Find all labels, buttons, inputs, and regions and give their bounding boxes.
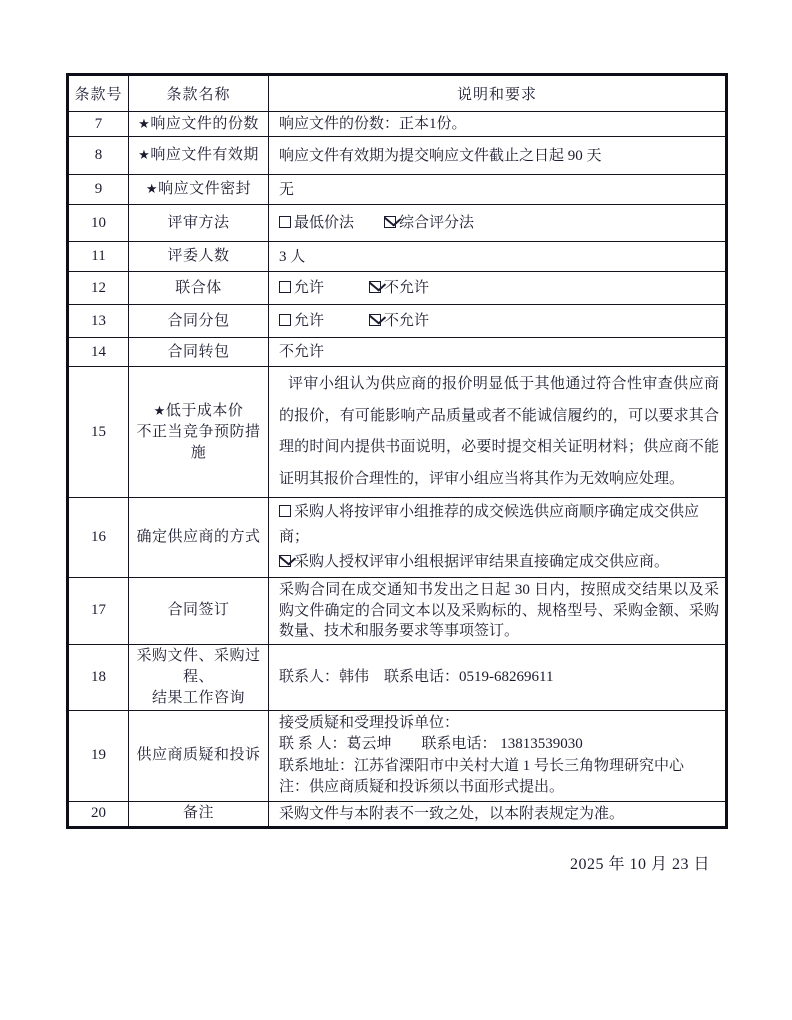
checkbox-unchecked-icon	[279, 281, 291, 293]
clause-name-line: 合同分包	[167, 312, 230, 329]
table-row	[68, 205, 727, 242]
clause-number-cell: 16	[68, 498, 129, 578]
clause-number-cell: 12	[68, 272, 129, 305]
table-row	[68, 578, 727, 645]
spec-table-body	[68, 112, 727, 828]
checkbox-checked-icon	[384, 216, 396, 228]
clause-name-cell	[129, 710, 269, 801]
table-row	[68, 137, 727, 175]
description-cell	[269, 242, 727, 272]
description-line: 联系地址：江苏省溧阳市中关村大道 1 号长三角物理研究中心	[279, 757, 685, 774]
header-description: 说明和要求	[269, 75, 727, 112]
clause-number-cell: 8	[68, 137, 129, 175]
description-cell	[269, 578, 727, 645]
clause-name-line: ★低于成本价	[153, 402, 244, 419]
description-cell	[269, 205, 727, 242]
star-icon: ★	[145, 182, 159, 197]
table-row	[68, 367, 727, 498]
checkbox-unchecked-icon	[279, 505, 291, 517]
clause-name-line: 评委人数	[167, 248, 230, 264]
description-line: 接受质疑和受理投诉单位：	[279, 714, 460, 731]
clause-number-cell: 19	[68, 710, 129, 801]
description-cell	[269, 175, 727, 205]
checkbox-checked-icon	[369, 281, 381, 293]
clause-name-cell	[129, 305, 269, 338]
description-line: 不允许	[279, 344, 325, 360]
description-line: 采购合同在成交通知书发出之日起 30 日内，按照成交结果以及采购文件确定的合同文本以及采购标的、规格型号、采购金额、采购数量、技术和服务要求等事项签订。	[279, 582, 719, 639]
clause-name-cell	[129, 112, 269, 137]
description-cell	[269, 367, 727, 498]
description-line: 无	[279, 181, 295, 198]
clause-name-cell	[129, 205, 269, 242]
description-cell	[269, 498, 727, 578]
checkbox-checked-icon	[279, 555, 291, 567]
table-row	[68, 498, 727, 578]
description-line: 3 人	[279, 248, 306, 265]
clause-number-cell: 14	[68, 338, 129, 367]
description-line: 采购文件与本附表不一致之处，以本附表规定为准。	[279, 805, 625, 822]
star-icon: ★	[138, 116, 151, 132]
table-row	[68, 710, 727, 801]
clause-number-cell: 15	[68, 367, 129, 498]
description-line: 采购人将按评审小组推荐的成交候选供应商顺序确定成交供应商；	[279, 504, 700, 545]
clause-name-cell	[129, 272, 269, 305]
description-line: 采购人授权评审小组根据评审结果直接确定成交供应商。	[279, 550, 719, 575]
clause-name-line: 合同签订	[167, 602, 230, 619]
table-row	[68, 644, 727, 710]
description-cell	[269, 137, 727, 175]
description-cell	[269, 710, 727, 801]
description-line: 联 系 人：葛云坤 联系电话： 13813539030	[279, 736, 583, 752]
description-cell	[269, 272, 727, 305]
clause-number-cell: 18	[68, 644, 129, 710]
clause-name-cell	[129, 578, 269, 645]
star-icon: ★	[153, 403, 166, 419]
clause-name-cell	[129, 498, 269, 578]
description-cell	[269, 338, 727, 367]
clause-name-line: 采购文件、采购过程、	[136, 647, 261, 685]
clause-name-cell	[129, 338, 269, 367]
clause-name-line: 供应商质疑和投诉	[136, 747, 261, 763]
clause-name-line: ★响应文件密封	[145, 181, 252, 197]
table-row	[68, 801, 727, 827]
clause-name-line: 确定供应商的方式	[136, 529, 261, 545]
clause-name-cell	[129, 242, 269, 272]
description-cell	[269, 305, 727, 338]
description-line: 联系人：韩伟 联系电话：0519-68269611	[279, 669, 554, 685]
description-line: 响应文件的份数：正本1份。	[279, 116, 467, 132]
clause-number-cell: 17	[68, 578, 129, 645]
clause-name-line: 联合体	[175, 279, 222, 296]
header-row	[68, 75, 727, 112]
description-line: 响应文件有效期为提交响应文件截止之日起 90 天	[279, 147, 602, 164]
spec-table	[66, 73, 728, 829]
table-row	[68, 338, 727, 367]
description-line: 允许 不允许	[279, 278, 719, 298]
description-line: 最低价法 综合评分法	[279, 213, 719, 233]
document-date: 2025 年 10 月 23 日	[569, 856, 710, 873]
checkbox-unchecked-icon	[279, 314, 291, 326]
clause-name-cell	[129, 801, 269, 827]
clause-number-cell: 13	[68, 305, 129, 338]
clause-name-line: 结果工作咨询	[151, 689, 245, 706]
clause-name-line: 合同转包	[167, 343, 230, 360]
table-row	[68, 242, 727, 272]
checkbox-checked-icon	[369, 314, 381, 326]
description-line: 允许 不允许	[279, 311, 719, 331]
table-row	[68, 175, 727, 205]
clause-name-line: 备注	[182, 805, 214, 821]
clause-name-line: 不正当竞争预防措施	[136, 423, 261, 461]
clause-name-cell	[129, 644, 269, 710]
description-cell	[269, 644, 727, 710]
clause-name-line: ★响应文件有效期	[138, 147, 259, 163]
clause-number-cell: 9	[68, 175, 129, 205]
clause-number-cell: 10	[68, 205, 129, 242]
clause-name-cell	[129, 367, 269, 498]
table-row	[68, 112, 727, 137]
star-icon: ★	[138, 148, 151, 163]
description-cell	[269, 112, 727, 137]
checkbox-unchecked-icon	[279, 216, 291, 228]
clause-name-cell	[129, 137, 269, 175]
clause-number-cell: 7	[68, 112, 129, 137]
clause-name-cell	[129, 175, 269, 205]
description-line: 评审小组认为供应商的报价明显低于其他通过符合性审查供应商的报价，有可能影响产品质量或者不能诚信履约的，可以要求其合理的时间内提供书面说明，必要时提交相关证明材料；供应商不能证明其报价合理性的，评审小组应当将其作为无效响应处理。	[279, 376, 719, 487]
table-row	[68, 272, 727, 305]
clause-number-cell: 11	[68, 242, 129, 272]
header-clause-name: 条款名称	[129, 75, 269, 112]
description-line: 注：供应商质疑和投诉须以书面形式提出。	[279, 779, 565, 795]
clause-number-cell: 20	[68, 801, 129, 827]
header-clause-number: 条款号	[68, 75, 129, 112]
spec-table-header	[68, 75, 727, 112]
table-row	[68, 305, 727, 338]
description-cell	[269, 801, 727, 827]
clause-name-line: 评审方法	[167, 214, 230, 231]
clause-name-line: ★响应文件的份数	[138, 115, 259, 132]
